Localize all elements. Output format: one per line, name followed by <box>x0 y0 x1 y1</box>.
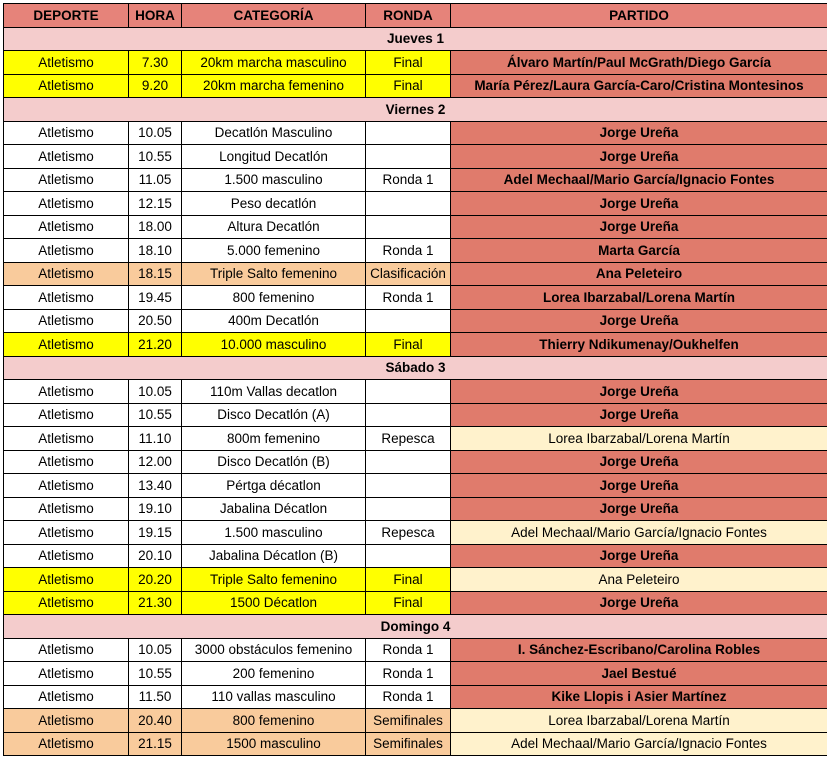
event-row <box>4 497 827 521</box>
cell-hora: 10.55 <box>129 403 182 427</box>
day-header-row <box>4 98 827 122</box>
cell-ronda: Ronda 1 <box>366 168 451 192</box>
header-row <box>4 4 827 28</box>
cell-hora: 13.40 <box>129 474 182 498</box>
cell-partido: Adel Mechaal/Mario García/Ignacio Fontes <box>451 521 827 545</box>
cell-deporte: Atletismo <box>4 262 129 286</box>
cell-deporte: Atletismo <box>4 685 129 709</box>
cell-deporte: Atletismo <box>4 380 129 404</box>
cell-ronda <box>366 192 451 216</box>
cell-ronda <box>366 145 451 169</box>
day-header-row <box>4 356 827 380</box>
cell-hora: 19.15 <box>129 521 182 545</box>
day-header-row <box>4 615 827 639</box>
cell-hora: 11.05 <box>129 168 182 192</box>
cell-deporte: Atletismo <box>4 662 129 686</box>
cell-partido: Lorea Ibarzabal/Lorena Martín <box>451 709 827 733</box>
event-row <box>4 732 827 756</box>
cell-categoria: 20km marcha masculino <box>182 51 366 75</box>
cell-deporte: Atletismo <box>4 333 129 357</box>
cell-hora: 21.30 <box>129 591 182 615</box>
event-row <box>4 51 827 75</box>
event-row <box>4 709 827 733</box>
cell-ronda: Semifinales <box>366 709 451 733</box>
event-row <box>4 168 827 192</box>
cell-deporte: Atletismo <box>4 145 129 169</box>
cell-categoria: Disco Decatlón (B) <box>182 450 366 474</box>
event-row <box>4 685 827 709</box>
cell-partido: Jorge Ureña <box>451 121 827 145</box>
cell-deporte: Atletismo <box>4 450 129 474</box>
cell-hora: 10.05 <box>129 638 182 662</box>
cell-ronda: Semifinales <box>366 732 451 756</box>
cell-deporte: Atletismo <box>4 51 129 75</box>
cell-hora: 20.20 <box>129 568 182 592</box>
cell-ronda <box>366 215 451 239</box>
cell-deporte: Atletismo <box>4 215 129 239</box>
cell-hora: 20.40 <box>129 709 182 733</box>
cell-categoria: 200 femenino <box>182 662 366 686</box>
cell-deporte: Atletismo <box>4 74 129 98</box>
cell-ronda: Ronda 1 <box>366 662 451 686</box>
cell-partido: Lorea Ibarzabal/Lorena Martín <box>451 427 827 451</box>
cell-hora: 10.05 <box>129 380 182 404</box>
cell-ronda: Final <box>366 568 451 592</box>
cell-categoria: 10.000 masculino <box>182 333 366 357</box>
cell-ronda: Ronda 1 <box>366 239 451 263</box>
cell-categoria: Pértga décatlon <box>182 474 366 498</box>
event-row <box>4 450 827 474</box>
cell-hora: 12.00 <box>129 450 182 474</box>
cell-partido: Jorge Ureña <box>451 145 827 169</box>
cell-categoria: 1500 Décatlon <box>182 591 366 615</box>
cell-partido: Jorge Ureña <box>451 474 827 498</box>
event-row <box>4 239 827 263</box>
cell-deporte: Atletismo <box>4 709 129 733</box>
cell-ronda: Final <box>366 51 451 75</box>
cell-ronda: Repesca <box>366 521 451 545</box>
cell-categoria: 800m femenino <box>182 427 366 451</box>
cell-ronda <box>366 450 451 474</box>
cell-deporte: Atletismo <box>4 286 129 310</box>
cell-partido: Álvaro Martín/Paul McGrath/Diego García <box>451 51 827 75</box>
cell-categoria: 20km marcha femenino <box>182 74 366 98</box>
cell-ronda: Ronda 1 <box>366 286 451 310</box>
cell-ronda <box>366 121 451 145</box>
cell-hora: 12.15 <box>129 192 182 216</box>
cell-deporte: Atletismo <box>4 544 129 568</box>
cell-hora: 18.15 <box>129 262 182 286</box>
cell-ronda: Final <box>366 74 451 98</box>
cell-deporte: Atletismo <box>4 192 129 216</box>
cell-partido: Jorge Ureña <box>451 380 827 404</box>
cell-hora: 19.45 <box>129 286 182 310</box>
cell-partido: Jorge Ureña <box>451 403 827 427</box>
header-categoria: CATEGORÍA <box>182 4 366 28</box>
cell-hora: 10.55 <box>129 662 182 686</box>
cell-categoria: Triple Salto femenino <box>182 262 366 286</box>
cell-partido: Thierry Ndikumenay/Oukhelfen <box>451 333 827 357</box>
cell-ronda <box>366 544 451 568</box>
cell-hora: 19.10 <box>129 497 182 521</box>
event-row <box>4 638 827 662</box>
cell-ronda <box>366 403 451 427</box>
cell-categoria: 1.500 masculino <box>182 521 366 545</box>
cell-categoria: 110m Vallas decatlon <box>182 380 366 404</box>
cell-ronda: Final <box>366 333 451 357</box>
cell-partido: Jorge Ureña <box>451 192 827 216</box>
day-label: Sábado 3 <box>4 356 827 380</box>
event-row <box>4 662 827 686</box>
event-row <box>4 192 827 216</box>
cell-categoria: 800 femenino <box>182 286 366 310</box>
cell-categoria: Longitud Decatlón <box>182 145 366 169</box>
cell-ronda <box>366 309 451 333</box>
cell-partido: Marta García <box>451 239 827 263</box>
event-row <box>4 474 827 498</box>
cell-partido: Jael Bestué <box>451 662 827 686</box>
cell-ronda <box>366 497 451 521</box>
cell-categoria: Jabalina Décatlon <box>182 497 366 521</box>
header-ronda: RONDA <box>366 4 451 28</box>
cell-hora: 21.15 <box>129 732 182 756</box>
cell-deporte: Atletismo <box>4 474 129 498</box>
cell-deporte: Atletismo <box>4 403 129 427</box>
cell-ronda: Clasificación <box>366 262 451 286</box>
cell-hora: 20.50 <box>129 309 182 333</box>
cell-partido: María Pérez/Laura García-Caro/Cristina Montesinos <box>451 74 827 98</box>
cell-categoria: Peso decatlón <box>182 192 366 216</box>
cell-hora: 18.00 <box>129 215 182 239</box>
schedule-body <box>4 27 827 756</box>
cell-categoria: 1.500 masculino <box>182 168 366 192</box>
cell-deporte: Atletismo <box>4 121 129 145</box>
cell-partido: Adel Mechaal/Mario García/Ignacio Fontes <box>451 732 827 756</box>
event-row <box>4 333 827 357</box>
cell-ronda: Ronda 1 <box>366 685 451 709</box>
cell-ronda <box>366 474 451 498</box>
event-row <box>4 544 827 568</box>
event-row <box>4 427 827 451</box>
cell-deporte: Atletismo <box>4 732 129 756</box>
cell-deporte: Atletismo <box>4 427 129 451</box>
cell-partido: Ana Peleteiro <box>451 568 827 592</box>
cell-partido: Jorge Ureña <box>451 309 827 333</box>
cell-categoria: Disco Decatlón (A) <box>182 403 366 427</box>
cell-ronda: Final <box>366 591 451 615</box>
cell-partido: I. Sánchez-Escribano/Carolina Robles <box>451 638 827 662</box>
cell-hora: 11.50 <box>129 685 182 709</box>
cell-ronda: Repesca <box>366 427 451 451</box>
cell-partido: Lorea Ibarzabal/Lorena Martín <box>451 286 827 310</box>
event-row <box>4 568 827 592</box>
cell-categoria: Triple Salto femenino <box>182 568 366 592</box>
cell-hora: 7.30 <box>129 51 182 75</box>
cell-categoria: 400m Decatlón <box>182 309 366 333</box>
cell-ronda <box>366 380 451 404</box>
cell-deporte: Atletismo <box>4 521 129 545</box>
cell-partido: Jorge Ureña <box>451 544 827 568</box>
cell-hora: 20.10 <box>129 544 182 568</box>
cell-hora: 21.20 <box>129 333 182 357</box>
event-row <box>4 121 827 145</box>
event-row <box>4 286 827 310</box>
cell-categoria: Jabalina Décatlon (B) <box>182 544 366 568</box>
cell-categoria: 3000 obstáculos femenino <box>182 638 366 662</box>
event-row <box>4 145 827 169</box>
cell-deporte: Atletismo <box>4 497 129 521</box>
cell-ronda: Ronda 1 <box>366 638 451 662</box>
event-row <box>4 74 827 98</box>
cell-deporte: Atletismo <box>4 591 129 615</box>
event-row <box>4 521 827 545</box>
event-row <box>4 403 827 427</box>
cell-categoria: 5.000 femenino <box>182 239 366 263</box>
event-row <box>4 380 827 404</box>
cell-categoria: 110 vallas masculino <box>182 685 366 709</box>
event-row <box>4 591 827 615</box>
cell-hora: 10.05 <box>129 121 182 145</box>
cell-hora: 18.10 <box>129 239 182 263</box>
schedule-table <box>3 3 827 756</box>
day-header-row <box>4 27 827 51</box>
cell-categoria: Decatlón Masculino <box>182 121 366 145</box>
cell-partido: Jorge Ureña <box>451 591 827 615</box>
day-label: Domingo 4 <box>4 615 827 639</box>
event-row <box>4 262 827 286</box>
cell-partido: Jorge Ureña <box>451 215 827 239</box>
cell-deporte: Atletismo <box>4 309 129 333</box>
header-partido: PARTIDO <box>451 4 827 28</box>
cell-hora: 11.10 <box>129 427 182 451</box>
cell-hora: 10.55 <box>129 145 182 169</box>
day-label: Jueves 1 <box>4 27 827 51</box>
cell-partido: Jorge Ureña <box>451 450 827 474</box>
cell-deporte: Atletismo <box>4 239 129 263</box>
day-label: Viernes 2 <box>4 98 827 122</box>
cell-partido: Jorge Ureña <box>451 497 827 521</box>
cell-categoria: Altura Decatlón <box>182 215 366 239</box>
event-row <box>4 309 827 333</box>
cell-partido: Kike Llopis i Asier Martínez <box>451 685 827 709</box>
cell-partido: Adel Mechaal/Mario García/Ignacio Fontes <box>451 168 827 192</box>
cell-deporte: Atletismo <box>4 168 129 192</box>
cell-deporte: Atletismo <box>4 638 129 662</box>
header-deporte: DEPORTE <box>4 4 129 28</box>
cell-deporte: Atletismo <box>4 568 129 592</box>
cell-partido: Ana Peleteiro <box>451 262 827 286</box>
event-row <box>4 215 827 239</box>
header-hora: HORA <box>129 4 182 28</box>
cell-hora: 9.20 <box>129 74 182 98</box>
cell-categoria: 1500 masculino <box>182 732 366 756</box>
cell-categoria: 800 femenino <box>182 709 366 733</box>
